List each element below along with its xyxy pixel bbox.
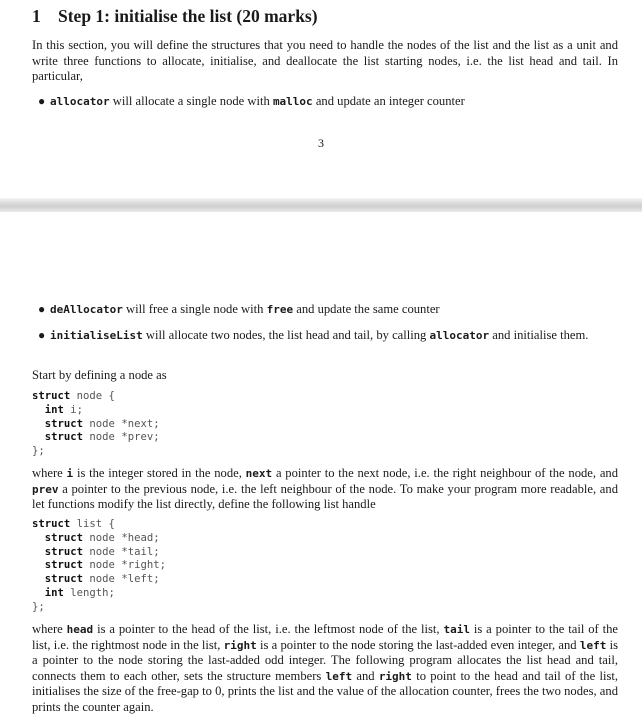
code-line: struct node *next; [44,417,160,430]
code-term: allocator [50,95,110,108]
code-line: struct node *right; [44,559,166,572]
start-text: Start by defining a node as [32,368,167,382]
code-line: struct node *tail; [44,545,160,558]
list-struct-code [32,518,166,615]
code-term: allocator [429,329,490,342]
bullet-text: and update an integer counter [312,94,465,108]
code-line: struct node *left; [44,573,160,586]
code-term: malloc [272,95,313,108]
page-4 [0,212,642,722]
bullet-initialiselist [38,328,618,344]
code-term: prev [32,482,59,496]
code-term: left [579,638,607,652]
bullet-deallocator [38,302,618,318]
page-3 [0,0,642,198]
list-description: where head is a pointer to the head of the list, i.e. the leftmost node of the list, tail is a pointer to the tail of the list, i.e. the rightmost node in the list, right is a pointer to the node storing the last-added even integer, and left is a pointer to the node storing the last-added odd integer. The following program allocates the list head and tail, connects them to each other, sets the structure members left and right to point to the head and tail of the list, initialises the size of the free-gap to 0, prints the list and the value of the allocation counter, frees the two nodes, and prints the counter again. [32,622,618,714]
bullet-allocator [38,94,618,110]
bullet-text: will allocate two nodes, the list head and tail, by calling [142,328,430,342]
code-term: deAllocator [50,303,123,316]
code-line: }; [32,600,45,613]
code-line: struct list { [32,518,115,530]
node-description: where i is the integer stored in the node, next a pointer to the next node, i.e. the right neighbour of the node, and prev a pointer to the previous node, i.e. the left neighbour of the node. To make your program more readable, and let functions modify the list directly, define the following list handle [32,466,618,511]
code-term: head [66,623,94,636]
code-line: int length; [44,586,115,599]
section-heading [32,6,318,27]
code-term: right [378,669,412,683]
bullet-dot: ● [38,302,46,316]
bullet-dot: ● [38,94,46,108]
code-line: }; [32,445,45,458]
bullet-text: and update the same counter [293,302,440,316]
page-separator [0,198,642,212]
code-term: right [223,638,257,652]
code-line: struct node *head; [44,531,160,544]
code-term: next [245,467,273,480]
bullet-dot: ● [38,328,46,342]
code-line: struct node { [32,390,115,402]
code-term: initialiseList [50,329,143,342]
section-title: Step 1: initialise the list (20 marks) [58,6,318,26]
intro-paragraph: In this section, you will define the structures that you need to handle the nodes of the list and the list as a unit and write three functions to allocate, initialise, and deallocate the list starting nodes, i.e. the list head and tail. In particular, [32,38,618,83]
section-number: 1 [32,6,41,26]
node-struct-code [32,390,160,459]
code-term: left [325,669,353,683]
code-term: tail [443,623,470,636]
page-number: 3 [318,136,324,150]
bullet-text: will allocate a single node with [109,94,273,108]
code-term: free [266,303,294,316]
code-line: struct node *prev; [44,431,160,444]
bullet-text: will free a single node with [122,302,267,316]
code-line: int i; [44,403,84,416]
code-term: i [66,467,74,480]
bullet-text: and initialise them. [489,328,589,342]
